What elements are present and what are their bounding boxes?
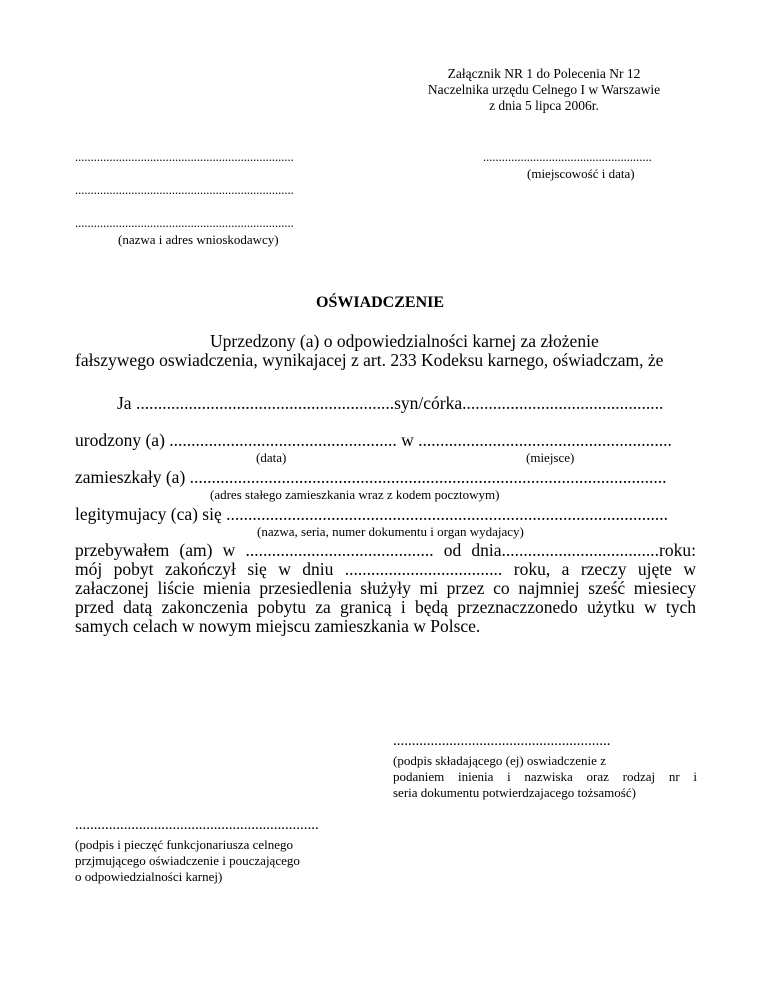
field-born: urodzony (a) .................................................... w .......................................................... <box>75 430 672 450</box>
born-place-caption: (miejsce) <box>526 450 575 465</box>
resident-caption: (adres stałego zamieszkania wraz z kodem pocztowym) <box>210 487 500 502</box>
header-line-2: Naczelnika urzędu Celnego I w Warszawie <box>427 82 661 97</box>
body-line-2: mój pobyt zakończył się w dniu .................................... roku, a rzeczy ujęte w <box>75 560 696 579</box>
field-id: legitymujacy (ca) się ..................................................................................................... <box>75 504 668 524</box>
body-line-4: przed datą zakonczenia pobytu za granicą i będą przeznaczzonedo użytku w tych <box>75 598 696 617</box>
intro-line-1: Uprzedzony (a) o odpowiedzialności karnej za złożenie <box>210 331 599 351</box>
annex-header <box>404 66 684 114</box>
body-line-5: samych celach w nowym miejscu zamieszkania w Polsce. <box>75 617 481 636</box>
declaration-body <box>75 541 696 636</box>
born-date-caption: (data) <box>256 450 287 465</box>
applicant-line-3: ...................................................................... <box>75 216 294 230</box>
field-resident: zamieszkały (a) ............................................................................................................. <box>75 467 667 487</box>
header-line-1: Załącznik NR 1 do Polecenia Nr 12 <box>447 66 641 81</box>
declarant-caption-3: seria dokumentu potwierdzajacego tożsamość) <box>393 785 636 800</box>
declarant-signature <box>393 733 697 801</box>
applicant-line-2: ...................................................................... <box>75 183 294 197</box>
officer-signature-line: ................................................................. <box>75 817 319 833</box>
field-ja-syn-corka: Ja ...........................................................syn/córka.............................................. <box>117 393 664 413</box>
id-caption: (nazwa, seria, numer dokumentu i organ wydajacy) <box>257 524 524 539</box>
declarant-signature-line: .......................................................... <box>393 733 611 749</box>
intro-line-2: fałszywego oswiadczenia, wynikajacej z art. 233 Kodeksu karnego, oświadczam, że <box>75 350 664 370</box>
officer-caption-3: o odpowiedzialności karnej) <box>75 869 223 884</box>
declarant-caption-2: podaniem inienia i nazwiska oraz rodzaj nr i <box>393 769 697 784</box>
place-date-line: ...................................................... <box>483 150 652 164</box>
officer-signature <box>75 817 375 885</box>
body-line-3: załaczonej liście mienia przesiedlenia służyły mi przez co najmniej sześć miesiecy <box>75 579 696 598</box>
body-line-1: przebywałem (am) w ........................................... od dnia....................................roku: <box>75 541 696 560</box>
place-date-caption: (miejscowość i data) <box>527 166 635 181</box>
document-title: OŚWIADCZENIE <box>316 294 445 311</box>
declarant-caption-1: (podpis składającego (ej) oswiadczenie z <box>393 753 606 768</box>
header-line-3: z dnia 5 lipca 2006r. <box>489 98 599 113</box>
applicant-caption: (nazwa i adres wnioskodawcy) <box>118 232 279 247</box>
officer-caption-1: (podpis i pieczęć funkcjonariusza celnego <box>75 837 294 852</box>
applicant-line-1: ...................................................................... <box>75 150 294 164</box>
officer-caption-2: przjmującego oświadczenie i pouczającego <box>75 853 300 868</box>
